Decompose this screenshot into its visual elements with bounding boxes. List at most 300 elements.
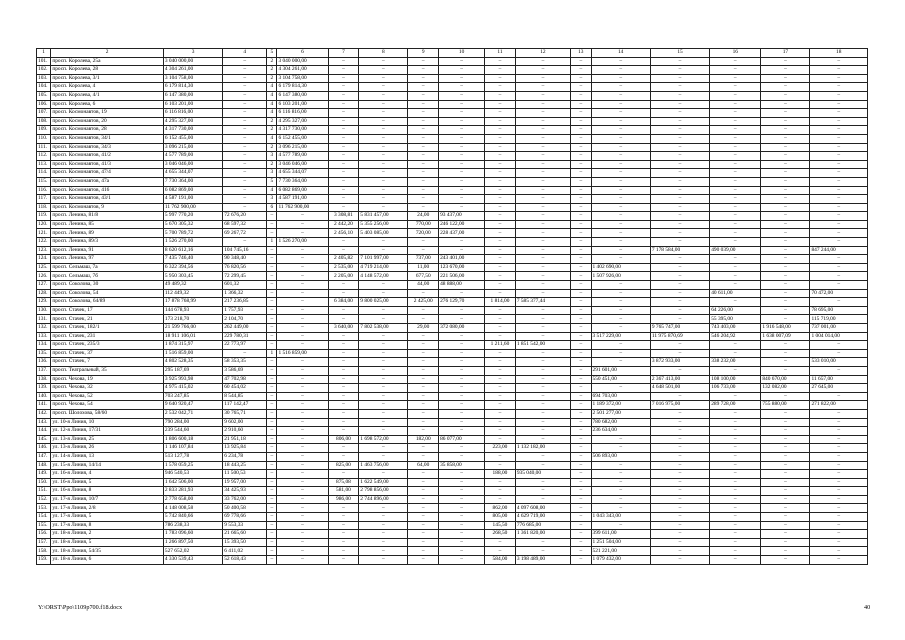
value-cell: 58 353,35: [223, 358, 267, 367]
value-cell: –: [439, 495, 485, 504]
row-number-cell: 121.: [37, 229, 51, 238]
value-cell: –: [277, 281, 328, 290]
address-cell: ул. 18-я Линия, 6: [51, 556, 164, 565]
value-cell: –: [408, 547, 439, 556]
value-cell: –: [223, 66, 267, 75]
value-cell: –: [223, 57, 267, 66]
value-cell: –: [761, 281, 810, 290]
value-cell: –: [810, 349, 868, 358]
value-cell: –: [571, 298, 591, 307]
value-cell: –: [439, 530, 485, 539]
value-cell: –: [571, 83, 591, 92]
table-row: [37, 298, 868, 307]
value-cell: –: [650, 281, 709, 290]
value-cell: 132 082,00: [761, 384, 810, 393]
value-cell: 1 507 926,00: [591, 272, 650, 281]
register-table-container: [36, 48, 868, 565]
value-cell: –: [515, 315, 570, 324]
value-cell: –: [515, 74, 570, 83]
row-number-cell: 105.: [37, 91, 51, 100]
value-cell: –: [810, 74, 868, 83]
value-cell: 7 730 364,00: [277, 177, 328, 186]
value-cell: 4 648 501,00: [650, 384, 709, 393]
row-number-cell: 123.: [37, 246, 51, 255]
value-cell: –: [267, 495, 277, 504]
value-cell: –: [277, 521, 328, 530]
value-cell: 223,00: [485, 444, 516, 453]
value-cell: –: [277, 478, 328, 487]
value-cell: –: [515, 169, 570, 178]
value-cell: –: [515, 203, 570, 212]
value-cell: 546 204,92: [710, 332, 761, 341]
value-cell: –: [591, 478, 650, 487]
value-cell: –: [408, 384, 439, 393]
value-cell: –: [810, 487, 868, 496]
value-cell: 72 676,20: [223, 212, 267, 221]
value-cell: –: [710, 263, 761, 272]
value-cell: –: [359, 160, 408, 169]
row-number-cell: 144.: [37, 427, 51, 436]
value-cell: –: [571, 195, 591, 204]
value-cell: 4: [267, 186, 277, 195]
value-cell: –: [810, 298, 868, 307]
value-cell: –: [761, 160, 810, 169]
value-cell: 11 500,53: [223, 470, 267, 479]
value-cell: –: [515, 143, 570, 152]
value-cell: –: [408, 358, 439, 367]
value-cell: –: [408, 100, 439, 109]
value-cell: –: [359, 186, 408, 195]
row-number-cell: 129.: [37, 298, 51, 307]
value-cell: –: [591, 160, 650, 169]
value-cell: 35 858,00: [439, 461, 485, 470]
value-cell: –: [761, 435, 810, 444]
value-cell: –: [359, 366, 408, 375]
value-cell: –: [650, 263, 709, 272]
value-cell: –: [810, 109, 868, 118]
value-cell: –: [591, 521, 650, 530]
value-cell: –: [485, 418, 516, 427]
value-cell: –: [485, 401, 516, 410]
value-cell: –: [571, 212, 591, 221]
row-number-cell: 134.: [37, 341, 51, 350]
value-cell: –: [485, 263, 516, 272]
value-cell: –: [710, 186, 761, 195]
value-cell: –: [810, 229, 868, 238]
column-number-header: 13: [571, 49, 591, 58]
value-cell: –: [408, 487, 439, 496]
value-cell: 703 247,85: [163, 392, 222, 401]
value-cell: –: [223, 83, 267, 92]
value-cell: –: [761, 538, 810, 547]
address-cell: просп. Шолохова, 58/60: [51, 409, 164, 418]
value-cell: 11,00: [408, 263, 439, 272]
table-row: [37, 418, 868, 427]
value-cell: 1 211,60: [485, 341, 516, 350]
value-cell: –: [710, 452, 761, 461]
value-cell: –: [761, 487, 810, 496]
value-cell: –: [591, 74, 650, 83]
value-cell: –: [571, 478, 591, 487]
value-cell: –: [359, 57, 408, 66]
value-cell: –: [571, 461, 591, 470]
value-cell: –: [761, 212, 810, 221]
value-cell: –: [359, 504, 408, 513]
value-cell: –: [650, 186, 709, 195]
value-cell: –: [277, 324, 328, 333]
value-cell: –: [710, 169, 761, 178]
value-cell: –: [408, 392, 439, 401]
value-cell: –: [571, 375, 591, 384]
value-cell: –: [571, 401, 591, 410]
table-row: [37, 66, 868, 75]
value-cell: –: [359, 349, 408, 358]
value-cell: –: [761, 513, 810, 522]
value-cell: –: [328, 186, 359, 195]
table-row: [37, 229, 868, 238]
table-row: [37, 349, 868, 358]
address-cell: просп. Соколова, 30: [51, 281, 164, 290]
value-cell: –: [571, 315, 591, 324]
value-cell: 9 800 025,00: [359, 298, 408, 307]
value-cell: –: [485, 272, 516, 281]
value-cell: –: [485, 452, 516, 461]
table-row: [37, 547, 868, 556]
value-cell: 1 361 820,00: [515, 530, 570, 539]
value-cell: 93 437,00: [439, 212, 485, 221]
value-cell: –: [328, 91, 359, 100]
value-cell: –: [359, 152, 408, 161]
value-cell: 64 226,00: [710, 306, 761, 315]
value-cell: –: [710, 513, 761, 522]
address-cell: просп. Соколова, 64/89: [51, 298, 164, 307]
value-cell: 1 132 182,00: [515, 444, 570, 453]
value-cell: –: [223, 195, 267, 204]
value-cell: –: [267, 556, 277, 565]
value-cell: –: [359, 392, 408, 401]
value-cell: 44,00: [408, 281, 439, 290]
value-cell: –: [359, 66, 408, 75]
value-cell: –: [515, 281, 570, 290]
value-cell: –: [439, 341, 485, 350]
value-cell: –: [408, 134, 439, 143]
value-cell: 986,00: [328, 495, 359, 504]
value-cell: 3 096 215,00: [277, 143, 328, 152]
value-cell: –: [650, 83, 709, 92]
value-cell: –: [485, 281, 516, 290]
value-cell: –: [408, 556, 439, 565]
value-cell: –: [515, 83, 570, 92]
value-cell: –: [267, 332, 277, 341]
value-cell: –: [571, 341, 591, 350]
address-cell: ул. 18-я Линия, 2: [51, 530, 164, 539]
value-cell: –: [515, 324, 570, 333]
value-cell: –: [328, 513, 359, 522]
value-cell: –: [439, 109, 485, 118]
column-number-header: 7: [328, 49, 359, 58]
value-cell: –: [223, 152, 267, 161]
value-cell: –: [439, 384, 485, 393]
value-cell: –: [650, 444, 709, 453]
value-cell: 1: [267, 238, 277, 247]
value-cell: 78 695,00: [810, 306, 868, 315]
value-cell: –: [439, 143, 485, 152]
value-cell: –: [277, 220, 328, 229]
value-cell: –: [710, 547, 761, 556]
value-cell: –: [810, 281, 868, 290]
value-cell: –: [485, 538, 516, 547]
value-cell: –: [710, 418, 761, 427]
address-cell: ул. 13-я Линия, 25: [51, 435, 164, 444]
value-cell: 4 317 730,00: [163, 126, 222, 135]
value-cell: 2 205,00: [328, 272, 359, 281]
value-cell: 115 719,00: [810, 315, 868, 324]
value-cell: 70 472,00: [810, 289, 868, 298]
value-cell: –: [650, 117, 709, 126]
value-cell: 2 501 277,00: [591, 409, 650, 418]
value-cell: –: [761, 117, 810, 126]
value-cell: 21 951,18: [223, 435, 267, 444]
value-cell: 6 179 814,30: [163, 83, 222, 92]
address-cell: ул. 17-я Линия, 2/8: [51, 504, 164, 513]
row-number-cell: 111.: [37, 143, 51, 152]
value-cell: –: [408, 444, 439, 453]
value-cell: 104 745,16: [223, 246, 267, 255]
value-cell: –: [515, 91, 570, 100]
value-cell: 694 703,00: [591, 392, 650, 401]
table-row: [37, 74, 868, 83]
value-cell: –: [359, 538, 408, 547]
value-cell: –: [571, 160, 591, 169]
row-number-cell: 148.: [37, 461, 51, 470]
value-cell: 513 127,78: [163, 452, 222, 461]
value-cell: –: [515, 117, 570, 126]
value-cell: –: [650, 220, 709, 229]
address-cell: просп. Королева, 4: [51, 83, 164, 92]
value-cell: –: [328, 504, 359, 513]
row-number-cell: 101.: [37, 57, 51, 66]
page-number: 40: [864, 604, 871, 611]
value-cell: 34 425,93: [223, 487, 267, 496]
value-cell: 4 577 789,00: [277, 152, 328, 161]
value-cell: –: [328, 238, 359, 247]
value-cell: –: [810, 263, 868, 272]
value-cell: –: [761, 83, 810, 92]
value-cell: 2 535,00: [328, 263, 359, 272]
value-cell: –: [277, 212, 328, 221]
value-cell: –: [277, 272, 328, 281]
value-cell: –: [710, 504, 761, 513]
address-cell: просп. Ленина, 81/8: [51, 212, 164, 221]
value-cell: –: [408, 332, 439, 341]
value-cell: 69 267,72: [223, 229, 267, 238]
address-cell: ул. 16-я Линия, 8: [51, 487, 164, 496]
value-cell: –: [650, 392, 709, 401]
value-cell: –: [328, 83, 359, 92]
value-cell: 27 645,00: [810, 384, 868, 393]
value-cell: –: [571, 504, 591, 513]
address-cell: просп. Космонавтов, 416: [51, 186, 164, 195]
row-number-cell: 115.: [37, 177, 51, 186]
value-cell: –: [439, 409, 485, 418]
value-cell: 770,00: [408, 220, 439, 229]
value-cell: –: [359, 169, 408, 178]
value-cell: –: [485, 177, 516, 186]
value-cell: 3 046 046,00: [163, 160, 222, 169]
value-cell: –: [223, 134, 267, 143]
value-cell: –: [359, 117, 408, 126]
value-cell: –: [359, 238, 408, 247]
value-cell: 5 670 305,32: [163, 220, 222, 229]
value-cell: –: [515, 358, 570, 367]
value-cell: –: [761, 306, 810, 315]
value-cell: –: [328, 375, 359, 384]
value-cell: 11 762 900,00: [163, 203, 222, 212]
value-cell: –: [408, 143, 439, 152]
value-cell: –: [515, 212, 570, 221]
value-cell: 3 096 215,00: [163, 143, 222, 152]
value-cell: –: [515, 538, 570, 547]
value-cell: –: [515, 384, 570, 393]
value-cell: –: [485, 478, 516, 487]
value-cell: –: [710, 366, 761, 375]
value-cell: 276 129,70: [439, 298, 485, 307]
value-cell: 2 442,20: [328, 220, 359, 229]
row-number-cell: 156.: [37, 530, 51, 539]
table-row: [37, 341, 868, 350]
value-cell: –: [810, 366, 868, 375]
value-cell: –: [761, 152, 810, 161]
value-cell: –: [515, 435, 570, 444]
value-cell: –: [710, 272, 761, 281]
value-cell: –: [761, 100, 810, 109]
value-cell: –: [591, 212, 650, 221]
value-cell: –: [328, 306, 359, 315]
row-number-cell: 110.: [37, 134, 51, 143]
value-cell: 4: [267, 134, 277, 143]
value-cell: –: [267, 521, 277, 530]
value-cell: –: [515, 160, 570, 169]
value-cell: 5 950 303,45: [163, 272, 222, 281]
value-cell: 1 463 756,00: [359, 461, 408, 470]
value-cell: 106 733,00: [710, 384, 761, 393]
row-number-cell: 118.: [37, 203, 51, 212]
value-cell: 18 911 106,01: [163, 332, 222, 341]
value-cell: –: [328, 556, 359, 565]
value-cell: –: [571, 289, 591, 298]
value-cell: 1 402 690,00: [591, 263, 650, 272]
address-cell: ул. 13-я Линия, 26: [51, 444, 164, 453]
row-number-cell: 124.: [37, 255, 51, 264]
value-cell: 17 878 768,99: [163, 298, 222, 307]
value-cell: 221 506,00: [439, 272, 485, 281]
address-cell: просп. Космонавтов, 19: [51, 109, 164, 118]
value-cell: –: [267, 315, 277, 324]
row-number-cell: 141.: [37, 401, 51, 410]
value-cell: 2 910,60: [223, 427, 267, 436]
value-cell: –: [408, 195, 439, 204]
value-cell: –: [277, 263, 328, 272]
table-row: [37, 263, 868, 272]
row-number-cell: 131.: [37, 315, 51, 324]
value-cell: –: [591, 186, 650, 195]
value-cell: 1 516 859,00: [277, 349, 328, 358]
row-number-cell: 146.: [37, 444, 51, 453]
address-cell: просп. Космонавтов, 34/1: [51, 134, 164, 143]
value-cell: –: [710, 195, 761, 204]
table-row: [37, 195, 868, 204]
address-cell: ул. 15-я Линия, 14/14: [51, 461, 164, 470]
value-cell: 3 198 489,00: [515, 556, 570, 565]
value-cell: –: [571, 538, 591, 547]
value-cell: –: [810, 117, 868, 126]
table-row: [37, 461, 868, 470]
value-cell: –: [810, 238, 868, 247]
value-cell: 805,00: [485, 513, 516, 522]
value-cell: –: [485, 160, 516, 169]
row-number-cell: 119.: [37, 212, 51, 221]
table-row: [37, 306, 868, 315]
value-cell: –: [710, 521, 761, 530]
table-row: [37, 169, 868, 178]
table-row: [37, 126, 868, 135]
value-cell: –: [761, 341, 810, 350]
value-cell: –: [710, 143, 761, 152]
value-cell: –: [408, 83, 439, 92]
column-number-header: 16: [710, 49, 761, 58]
table-row: [37, 358, 868, 367]
row-number-cell: 153.: [37, 504, 51, 513]
value-cell: –: [761, 530, 810, 539]
value-cell: –: [810, 220, 868, 229]
value-cell: 4 802 528,35: [163, 358, 222, 367]
value-cell: 24,00: [408, 212, 439, 221]
value-cell: 1 516 859,00: [163, 349, 222, 358]
value-cell: –: [650, 169, 709, 178]
value-cell: 6 116 816,00: [163, 109, 222, 118]
value-cell: –: [650, 427, 709, 436]
value-cell: –: [439, 66, 485, 75]
value-cell: –: [408, 538, 439, 547]
value-cell: 1 526 270,00: [163, 238, 222, 247]
value-cell: 2: [267, 117, 277, 126]
value-cell: 6 103 201,00: [277, 100, 328, 109]
value-cell: –: [710, 255, 761, 264]
row-number-cell: 142.: [37, 409, 51, 418]
table-row: [37, 83, 868, 92]
value-cell: –: [439, 100, 485, 109]
value-cell: –: [408, 401, 439, 410]
value-cell: 6: [267, 203, 277, 212]
value-cell: –: [650, 238, 709, 247]
value-cell: –: [485, 306, 516, 315]
value-cell: –: [485, 152, 516, 161]
value-cell: –: [328, 160, 359, 169]
value-cell: –: [810, 272, 868, 281]
value-cell: –: [277, 341, 328, 350]
address-cell: просп. Сельмаш, 7а: [51, 263, 164, 272]
table-row: [37, 530, 868, 539]
value-cell: 2: [267, 160, 277, 169]
value-cell: 4 304 261,00: [277, 66, 328, 75]
value-cell: –: [328, 521, 359, 530]
value-cell: –: [761, 427, 810, 436]
value-cell: –: [571, 427, 591, 436]
value-cell: –: [277, 444, 328, 453]
value-cell: –: [267, 409, 277, 418]
value-cell: –: [408, 186, 439, 195]
value-cell: –: [223, 91, 267, 100]
